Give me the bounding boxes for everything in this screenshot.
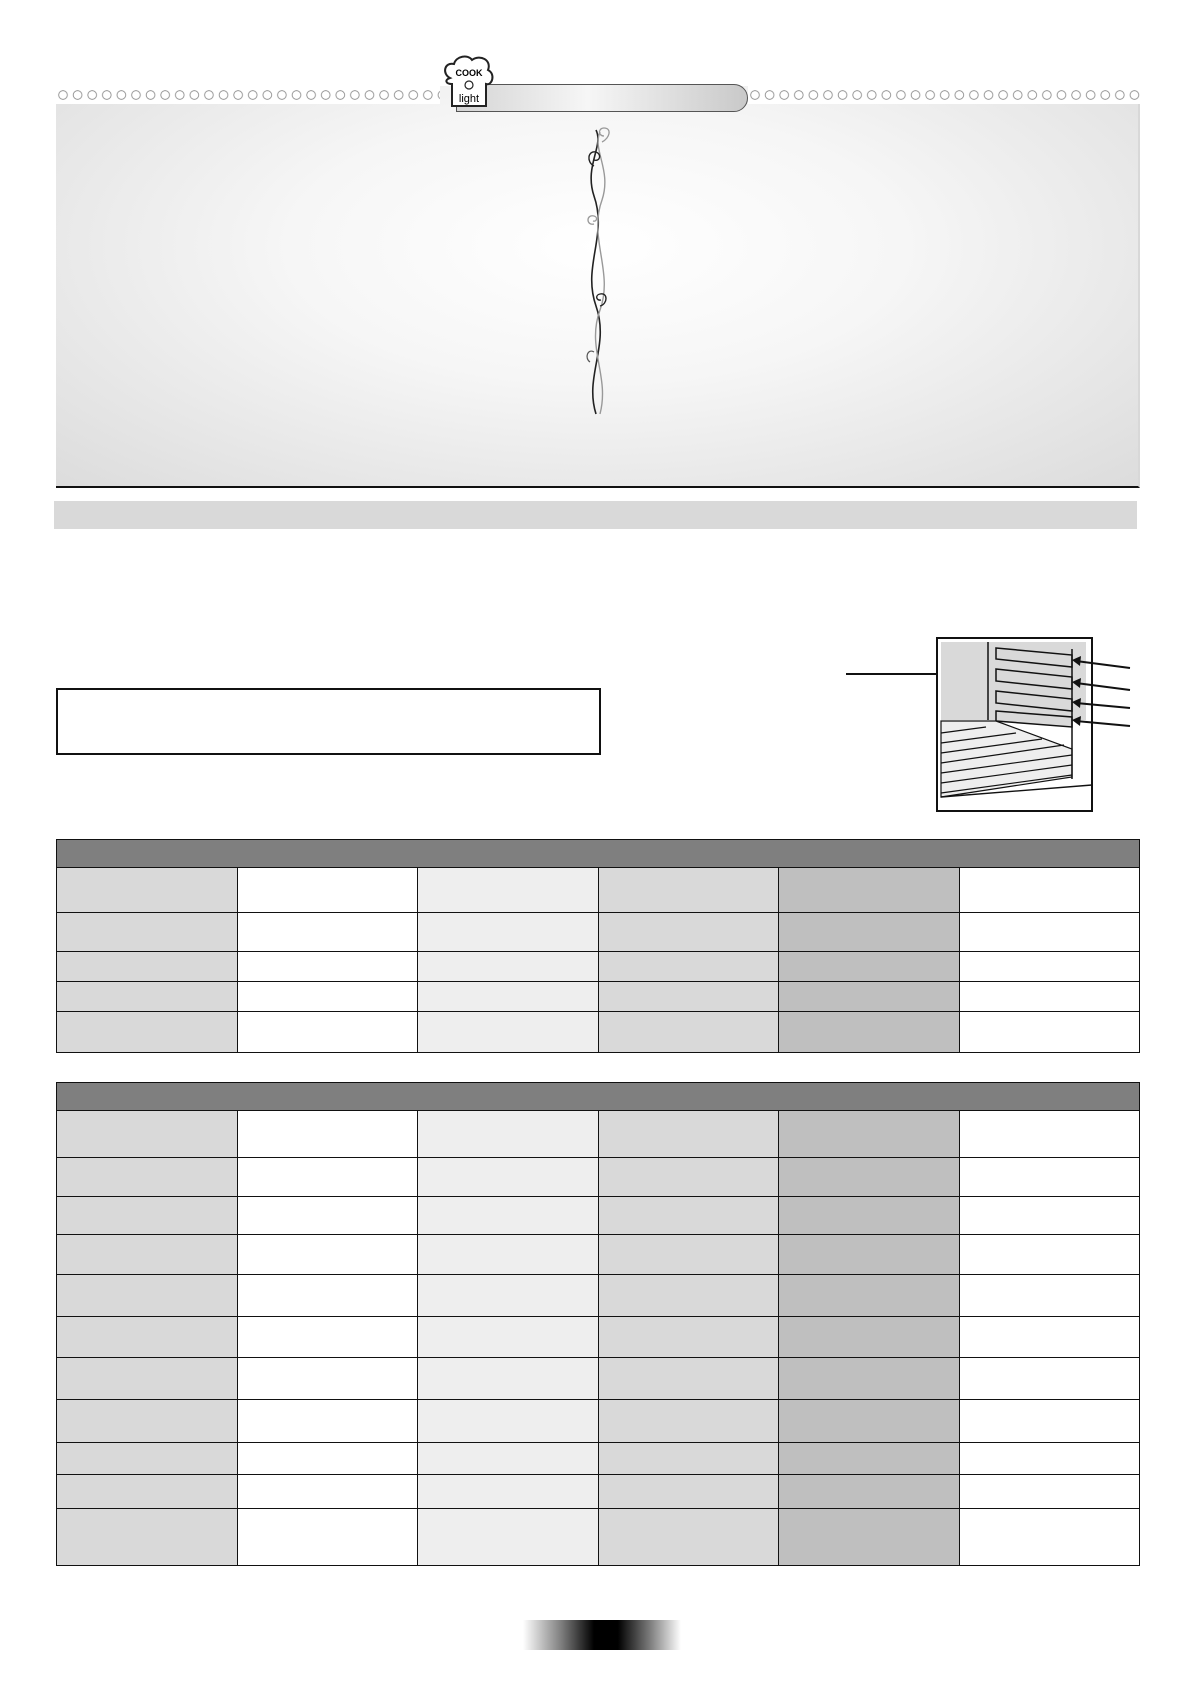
table-cell (779, 1400, 960, 1443)
table-row (57, 913, 1140, 952)
table-cell (959, 1197, 1140, 1235)
table-cell (598, 982, 779, 1012)
table-title (57, 840, 1140, 868)
table-cell (418, 1235, 599, 1275)
table-cell (779, 1358, 960, 1400)
table-cell (779, 1509, 960, 1566)
table-cell (959, 913, 1140, 952)
table-cell (418, 868, 599, 913)
table-cell (237, 1197, 418, 1235)
table-cell (418, 1197, 599, 1235)
table-cell (959, 868, 1140, 913)
table-row (57, 1158, 1140, 1197)
table-row (57, 1475, 1140, 1509)
table-cell (57, 1111, 238, 1158)
table-cell (418, 982, 599, 1012)
table-row (57, 1358, 1140, 1400)
table-cell (779, 982, 960, 1012)
table-cell (237, 1509, 418, 1566)
table-cell (418, 913, 599, 952)
table-cell (779, 868, 960, 913)
table-row (57, 982, 1140, 1012)
table-row (57, 1443, 1140, 1475)
table-cell (598, 1475, 779, 1509)
table-cell (57, 1400, 238, 1443)
table-cell (779, 1235, 960, 1275)
table-cell (959, 982, 1140, 1012)
table-cell (237, 952, 418, 982)
table-row (57, 1509, 1140, 1566)
table-cell (598, 1509, 779, 1566)
table-cell (598, 1111, 779, 1158)
table-cell (237, 1111, 418, 1158)
section-title-bar (54, 501, 1137, 529)
table-cell (418, 1358, 599, 1400)
oven-shelf-diagram (846, 637, 1136, 813)
table-cell (598, 1197, 779, 1235)
table-row (57, 1400, 1140, 1443)
table-cell (57, 868, 238, 913)
table-cell (598, 913, 779, 952)
table-cell (598, 1275, 779, 1317)
table-cell (598, 952, 779, 982)
header-scallop-left (56, 86, 440, 104)
table-cell (57, 1158, 238, 1197)
table-cell (57, 952, 238, 982)
table-row (57, 1317, 1140, 1358)
table-cell (237, 1158, 418, 1197)
table-row (57, 1235, 1140, 1275)
table-cell (57, 1443, 238, 1475)
table-cell (237, 1012, 418, 1053)
note-box (56, 688, 601, 755)
table-cell (237, 1400, 418, 1443)
table-row (57, 1197, 1140, 1235)
table-cell (598, 1012, 779, 1053)
table-cell (779, 1197, 960, 1235)
table-cell (418, 1509, 599, 1566)
table-cell (418, 1275, 599, 1317)
table-cell (959, 1400, 1140, 1443)
table-cell (237, 1317, 418, 1358)
table-row (57, 1111, 1140, 1158)
table-cell (779, 1158, 960, 1197)
table-cell (418, 952, 599, 982)
table-cell (598, 1443, 779, 1475)
table-cell (959, 1443, 1140, 1475)
table-cell (57, 1275, 238, 1317)
table-row (57, 868, 1140, 913)
table-cell (57, 1509, 238, 1566)
table-cell (418, 1475, 599, 1509)
table-cell (418, 1111, 599, 1158)
cook-light-logo (440, 54, 496, 112)
table-cell (418, 1158, 599, 1197)
table-cell (598, 1317, 779, 1358)
table-cell (959, 952, 1140, 982)
table-cell (779, 913, 960, 952)
table-cell (779, 1443, 960, 1475)
table-cell (418, 1443, 599, 1475)
table-cell (57, 1358, 238, 1400)
table-cell (959, 1475, 1140, 1509)
table-cell (779, 1111, 960, 1158)
page-number (523, 1620, 681, 1650)
table-cell (57, 982, 238, 1012)
table-cell (959, 1317, 1140, 1358)
table-cell (418, 1012, 599, 1053)
table-cell (237, 1475, 418, 1509)
table-cell (779, 1317, 960, 1358)
cooking-table-2 (56, 1082, 1140, 1566)
table-cell (779, 1475, 960, 1509)
table-cell (237, 1235, 418, 1275)
table-cell (598, 1235, 779, 1275)
table-cell (959, 1235, 1140, 1275)
cooking-table-1 (56, 839, 1140, 1053)
table-cell (598, 1400, 779, 1443)
ornament-swirl (574, 126, 620, 416)
table-row (57, 952, 1140, 982)
table-cell (598, 1158, 779, 1197)
table-cell (959, 1358, 1140, 1400)
table-cell (959, 1012, 1140, 1053)
header-scallop-right (748, 86, 1140, 104)
table-cell (57, 1475, 238, 1509)
table-row (57, 1012, 1140, 1053)
table-cell (779, 1012, 960, 1053)
table-cell (959, 1509, 1140, 1566)
logo-text-cook: COOK (455, 68, 483, 78)
table-cell (237, 1358, 418, 1400)
table-cell (959, 1275, 1140, 1317)
table-cell (959, 1158, 1140, 1197)
table-cell (57, 1317, 238, 1358)
table-cell (598, 1358, 779, 1400)
table-cell (237, 868, 418, 913)
table-cell (237, 1275, 418, 1317)
table-title (57, 1083, 1140, 1111)
table-cell (237, 1443, 418, 1475)
table-row (57, 1275, 1140, 1317)
table-cell (418, 1400, 599, 1443)
table-cell (57, 913, 238, 952)
header-tab (456, 84, 748, 112)
table-cell (959, 1111, 1140, 1158)
table-cell (779, 1275, 960, 1317)
table-cell (57, 1012, 238, 1053)
table-cell (237, 982, 418, 1012)
table-cell (598, 868, 779, 913)
table-cell (779, 952, 960, 982)
table-cell (57, 1235, 238, 1275)
logo-text-light: light (458, 93, 480, 105)
table-cell (57, 1197, 238, 1235)
table-cell (418, 1317, 599, 1358)
table-cell (237, 913, 418, 952)
